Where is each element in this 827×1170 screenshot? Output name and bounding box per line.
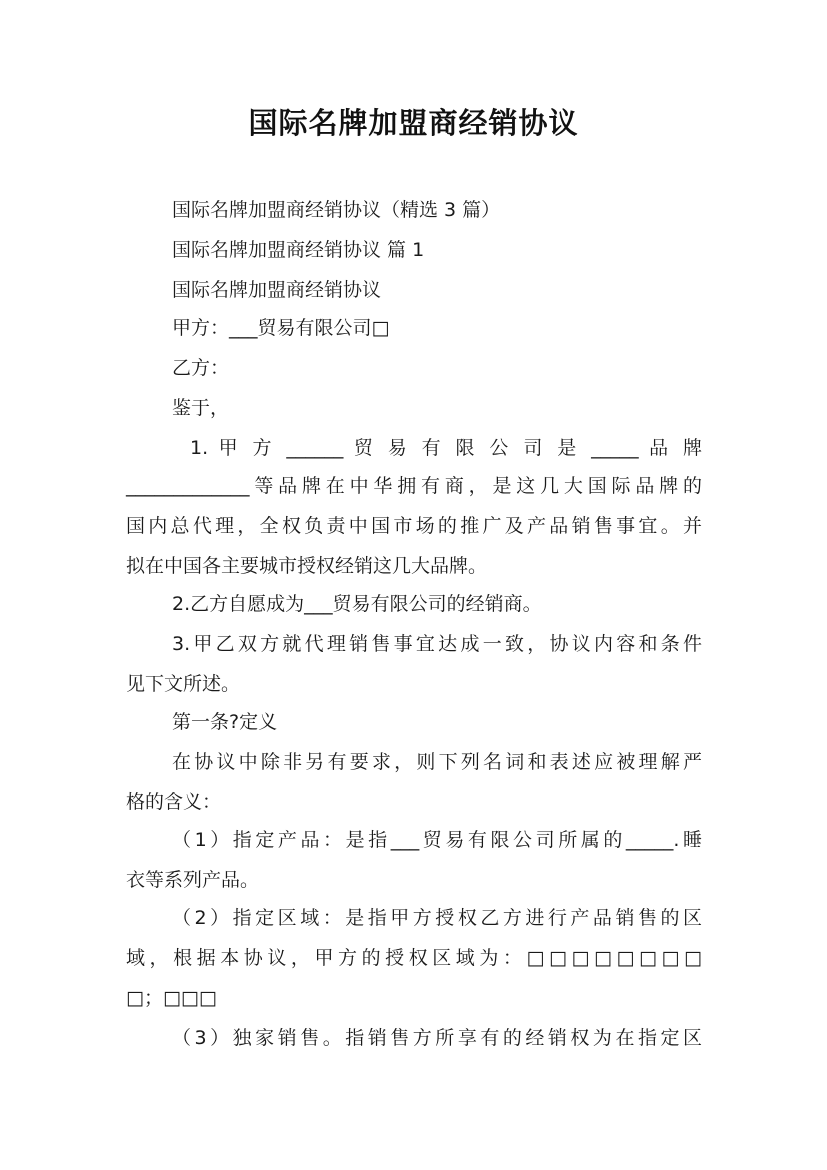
text-line: 鉴于， — [172, 397, 230, 419]
section-heading: 第一条?定义 — [172, 711, 278, 733]
text-line: 2.乙方自愿成为___贸易有限公司的经销商。 — [172, 593, 542, 615]
text-line: 1. 甲 方 ______ 贸 易 有 限 公 司 是 _____ 品 牌 — [190, 437, 702, 459]
text-line: 国内总代理，全权负责中国市场的推广及产品销售事宜。并 — [126, 515, 702, 537]
text-line: 域，根据本协议，甲方的授权区域为：□□□□□□□□ — [126, 947, 702, 969]
text-line: _____________等品牌在中华拥有商，是这几大国际品牌的 — [126, 475, 702, 497]
text-line: 见下文所述。 — [126, 673, 241, 695]
text-line: 乙方： — [172, 357, 230, 379]
text-line: 在协议中除非另有要求，则下列名词和表述应被理解严 — [172, 751, 702, 773]
text-line: （2）指定区域：是指甲方授权乙方进行产品销售的区 — [172, 907, 702, 929]
text-line: 3.甲乙双方就代理销售事宜达成一致，协议内容和条件 — [172, 633, 702, 655]
text-line: 衣等系列产品。 — [126, 869, 260, 891]
text-line: （3）独家销售。指销售方所享有的经销权为在指定区 — [172, 1027, 702, 1049]
text-line: 甲方：___贸易有限公司□ — [172, 317, 390, 339]
text-line: （1）指定产品：是指___贸易有限公司所属的_____.睡 — [172, 829, 702, 851]
text-line: 国际名牌加盟商经销协议 篇 1 — [172, 239, 425, 261]
text-line: 国际名牌加盟商经销协议（精选 3 篇） — [172, 199, 501, 221]
document-title: 国际名牌加盟商经销协议 — [248, 106, 579, 140]
text-line: 格的含义： — [126, 791, 222, 813]
text-line: 拟在中国各主要城市授权经销这几大品牌。 — [126, 555, 488, 577]
text-line: □；□□□ — [126, 987, 217, 1009]
text-line: 国际名牌加盟商经销协议 — [172, 279, 382, 301]
